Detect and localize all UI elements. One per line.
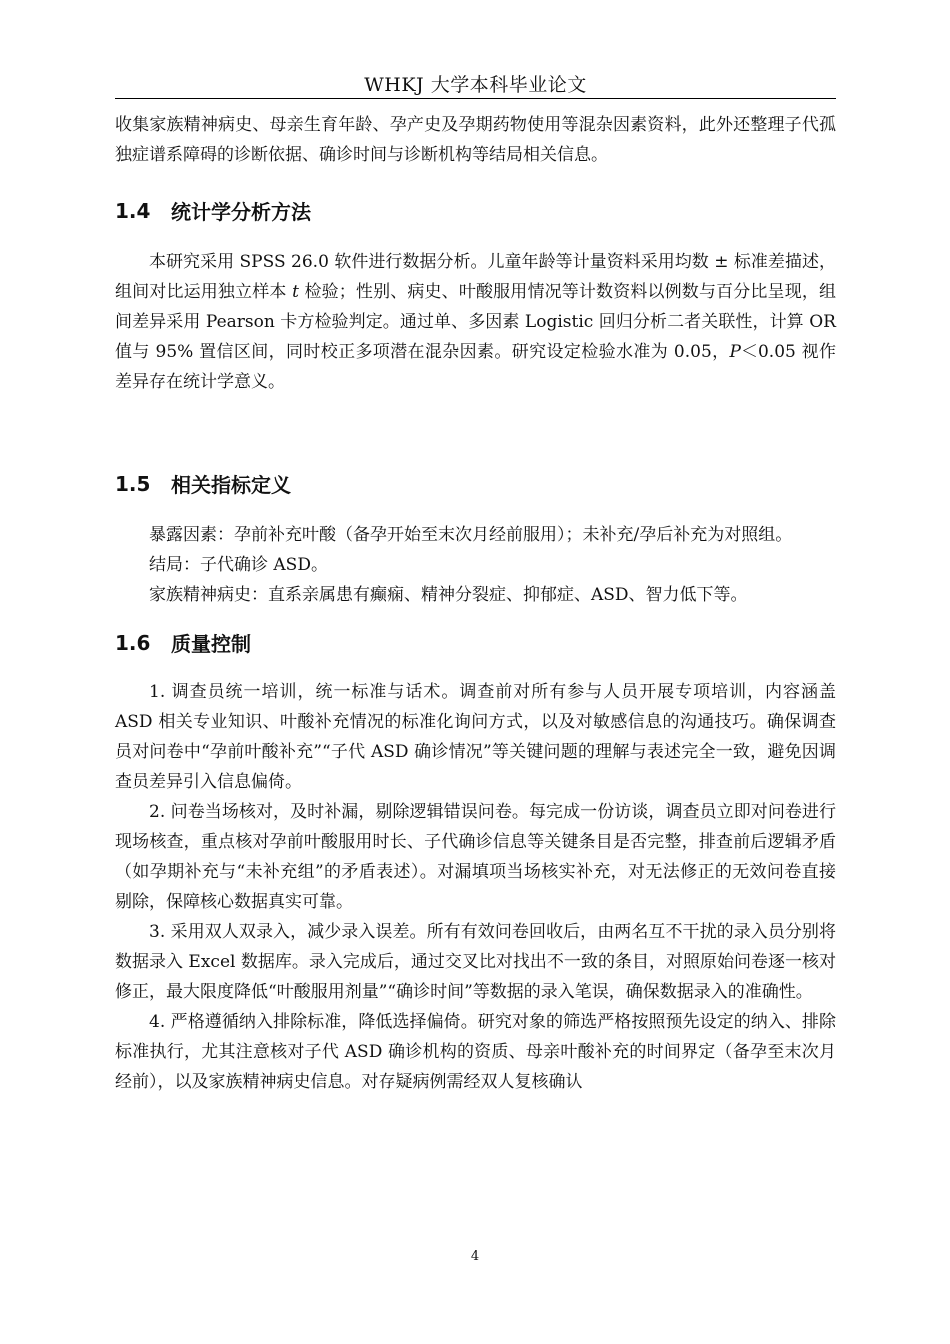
- statistics-paragraph: [115, 247, 836, 397]
- section-title: 统计学分析方法: [171, 200, 311, 224]
- section-heading-1-4: [115, 196, 836, 225]
- quality-control-list: [115, 677, 836, 1097]
- running-header: WHKJ 大学本科毕业论文: [364, 74, 587, 96]
- page-body: [115, 110, 836, 1097]
- section-number: 1.5: [115, 471, 151, 496]
- statistics-text-c: ＜0.05 视作差异存在统计学意义。: [115, 342, 836, 392]
- section-number: 1.4: [115, 198, 151, 223]
- definition-exposure: 暴露因素：孕前补充叶酸（备孕开始至末次月经前服用）；未补充/孕后补充为对照组。: [149, 525, 793, 545]
- definition-list: [115, 520, 836, 610]
- quality-control-item: 4. 严格遵循纳入排除标准，降低选择偏倚。研究对象的筛选严格按照预先设定的纳入、排除标准执行，尤其注意核对子代 ASD 确诊机构的资质、母亲叶酸补充的时间界定（备孕至末次月经前），以及家族精神病史信息。对存疑病例需经双人复核确认: [115, 1012, 836, 1092]
- page-number: 4: [470, 1249, 480, 1264]
- definition-family-history: 家族精神病史：直系亲属患有癫痫、精神分裂症、抑郁症、ASD、智力低下等。: [149, 585, 748, 605]
- statistics-text-a: 本研究采用 SPSS 26.0 软件进行数据分析。儿童年龄等计量资料采用均数 ± 标准差描述，组间对比运用独立样本: [115, 252, 836, 302]
- t-symbol: t: [292, 282, 299, 302]
- section-heading-1-6: [115, 628, 836, 657]
- section-number: 1.6: [115, 630, 151, 655]
- quality-control-item: 3. 采用双人双录入，减少录入误差。所有有效问卷回收后，由两名互不干扰的录入员分别将数据录入 Excel 数据库。录入完成后，通过交叉比对找出不一致的条目，对照原始问卷逐一核对修正，最大限度降低“叶酸服用剂量”“确诊时间”等数据的录入笔误，确保数据录入的准确性。: [115, 922, 836, 1002]
- quality-control-item: 2. 问卷当场核对，及时补漏，剔除逻辑错误问卷。每完成一份访谈，调查员立即对问卷进行现场核查，重点核对孕前叶酸服用时长、子代确诊信息等关键条目是否完整，排查前后逻辑矛盾（如孕期补充与“未补充组”的矛盾表述）。对漏填项当场核实补充，对无法修正的无效问卷直接剔除，保障核心数据真实可靠。: [115, 802, 836, 912]
- section-title: 质量控制: [171, 632, 251, 656]
- section-title: 相关指标定义: [171, 473, 291, 497]
- section-heading-1-5: [115, 469, 836, 498]
- definition-outcome: 结局：子代确诊 ASD。: [149, 555, 328, 575]
- statistics-text-b: 检验；性别、病史、叶酸服用情况等计数资料以例数与百分比呈现，组间差异采用 Pearson 卡方检验判定。通过单、多因素 Logistic 回归分析二者关联性，计算 OR 值与 95% 置信区间，同时校正多项潜在混杂因素。研究设定检验水准为 0.05，: [115, 282, 837, 362]
- p-symbol: P: [729, 342, 741, 362]
- intro-paragraph: 收集家族精神病史、母亲生育年龄、孕产史及孕期药物使用等混杂因素资料，此外还整理子代孤独症谱系障碍的诊断依据、确诊时间与诊断机构等结局相关信息。: [115, 115, 836, 165]
- header-rule: [115, 98, 836, 99]
- quality-control-item: 1. 调查员统一培训，统一标准与话术。调查前对所有参与人员开展专项培训，内容涵盖 ASD 相关专业知识、叶酸补充情况的标准化询问方式，以及对敏感信息的沟通技巧。确保调查员对问卷中“孕前叶酸补充”“子代 ASD 确诊情况”等关键问题的理解与表述完全一致，避免因调查员差异引入信息偏倚。: [115, 682, 836, 792]
